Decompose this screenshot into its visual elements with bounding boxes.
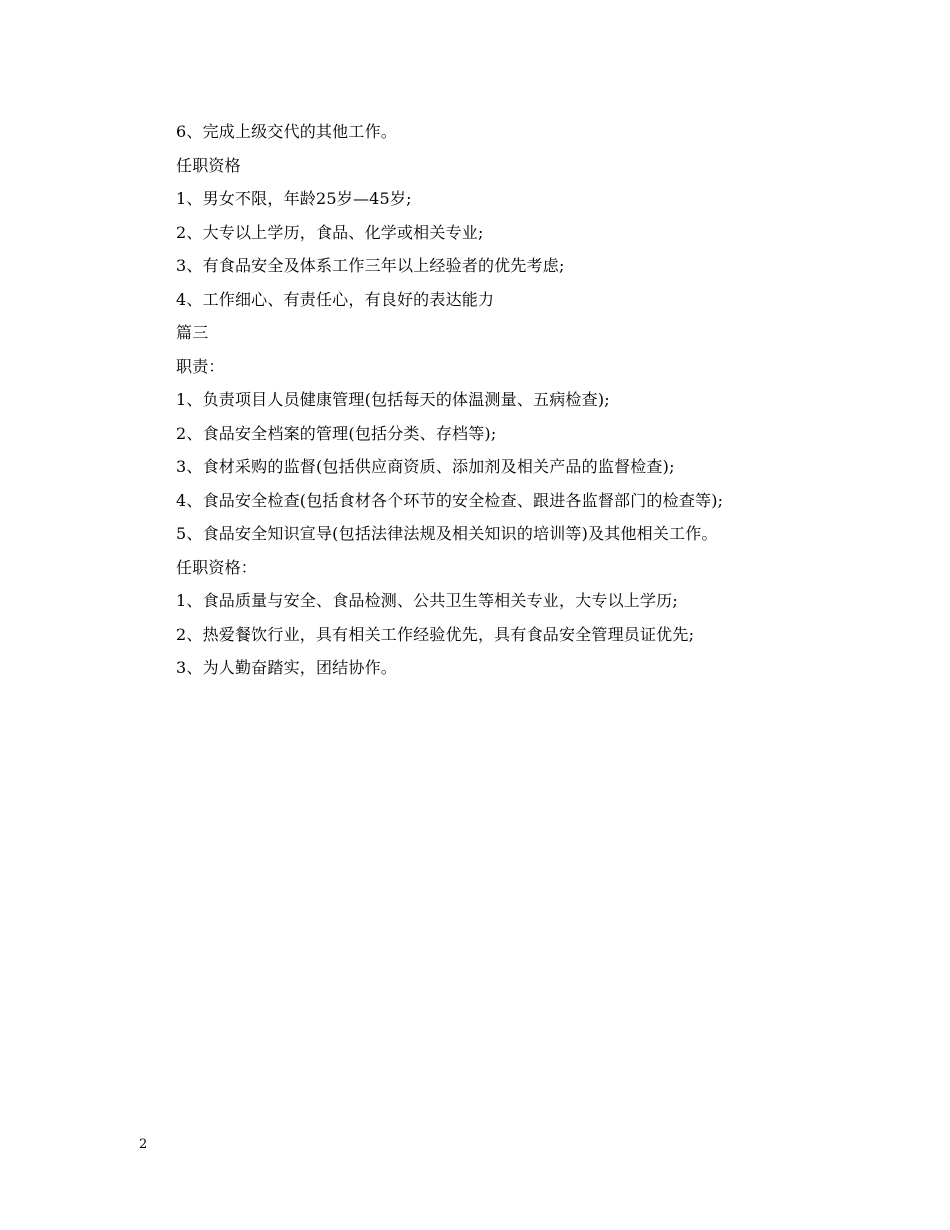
section-heading: 篇三 bbox=[176, 323, 209, 342]
text-line: 5、食品安全知识宣导(包括法律法规及相关知识的培训等)及其他相关工作。 bbox=[176, 524, 718, 543]
text-line: 4、工作细心、有责任心，有良好的表达能力 bbox=[176, 289, 495, 309]
text-line: 4、食品安全检查(包括食材各个环节的安全检查、跟进各监督部门的检查等); bbox=[176, 490, 724, 510]
text-line: 2、食品安全档案的管理(包括分类、存档等); bbox=[176, 423, 497, 443]
text-line: 3、有食品安全及体系工作三年以上经验者的优先考虑; bbox=[176, 256, 565, 275]
section-heading: 任职资格 bbox=[176, 155, 241, 175]
text-line: 1、男女不限，年龄25岁—45岁; bbox=[176, 189, 412, 208]
text-line: 2、大专以上学历，食品、化学或相关专业; bbox=[176, 222, 484, 242]
text-line: 1、负责项目人员健康管理(包括每天的体温测量、五病检查); bbox=[176, 390, 610, 409]
document-body bbox=[176, 115, 836, 685]
section-heading: 任职资格： bbox=[176, 557, 258, 577]
text-line: 6、完成上级交代的其他工作。 bbox=[176, 122, 397, 141]
page-number: 2 bbox=[139, 1137, 148, 1152]
text-line: 3、为人勤奋踏实，团结协作。 bbox=[176, 658, 397, 677]
text-line: 2、热爱餐饮行业，具有相关工作经验优先，具有食品安全管理员证优先; bbox=[176, 624, 695, 644]
section-heading: 职责： bbox=[176, 356, 225, 376]
text-line: 1、食品质量与安全、食品检测、公共卫生等相关专业，大专以上学历; bbox=[176, 591, 678, 610]
text-line: 3、食材采购的监督(包括供应商资质、添加剂及相关产品的监督检查); bbox=[176, 457, 675, 476]
